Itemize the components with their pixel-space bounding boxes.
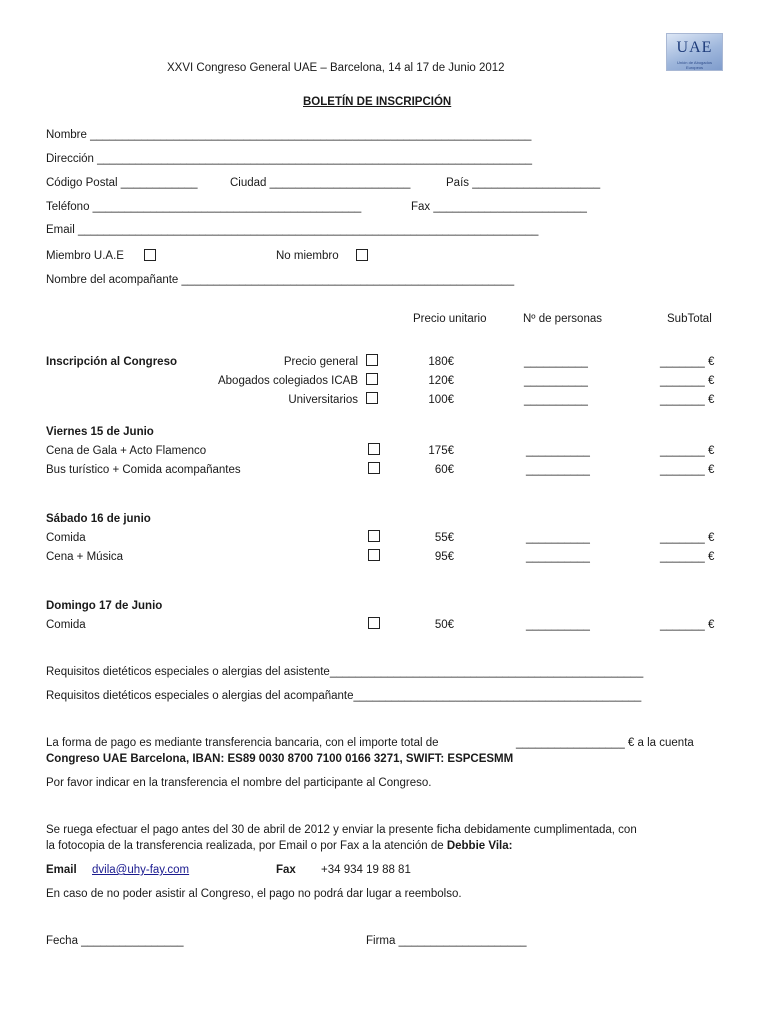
form-title: BOLETÍN DE INSCRIPCIÓN bbox=[303, 96, 452, 108]
col-precio-unitario: Precio unitario bbox=[413, 313, 487, 325]
persons-field[interactable]: __________ bbox=[526, 464, 590, 476]
codigo-postal-field[interactable]: Código Postal ____________ bbox=[46, 177, 198, 189]
item-price: 55€ bbox=[434, 532, 454, 544]
logo-text: UAE bbox=[676, 39, 713, 56]
persons-field[interactable]: __________ bbox=[524, 356, 588, 368]
transfer-note: Por favor indicar en la transferencia el nombre del participante al Congreso. bbox=[46, 777, 432, 789]
pais-field[interactable]: País ____________________ bbox=[446, 177, 601, 189]
item-checkbox[interactable] bbox=[368, 443, 380, 455]
item-price: 95€ bbox=[434, 551, 454, 563]
contact-name: Debbie Vila: bbox=[446, 840, 513, 852]
nombre-field[interactable]: Nombre _____________________________________________________________________ bbox=[46, 129, 532, 141]
subtotal-field[interactable]: _______ € bbox=[660, 464, 715, 476]
fax-number: +34 934 19 88 81 bbox=[321, 864, 411, 876]
item-price: 180€ bbox=[428, 356, 454, 368]
email-field[interactable]: Email ________________________________________________________________________ bbox=[46, 224, 539, 236]
payment-total-field[interactable]: _________________ € a la cuenta bbox=[516, 737, 694, 749]
subtotal-field[interactable]: _______ € bbox=[660, 619, 715, 631]
item-checkbox[interactable] bbox=[368, 530, 380, 542]
section-title-congreso: Inscripción al Congreso bbox=[46, 356, 177, 368]
section-title-viernes: Viernes 15 de Junio bbox=[46, 426, 154, 438]
refund-note: En caso de no poder asistir al Congreso, el pago no podrá dar lugar a reembolso. bbox=[46, 888, 462, 900]
telefono-field[interactable]: Teléfono __________________________________________ bbox=[46, 201, 362, 213]
item-label: Universitarios bbox=[288, 394, 358, 406]
uae-logo bbox=[666, 33, 723, 71]
item-checkbox[interactable] bbox=[366, 354, 378, 366]
fax-field[interactable]: Fax ________________________ bbox=[411, 201, 587, 213]
logo-subtitle: Unión de Abogados Europeos bbox=[677, 60, 712, 70]
email-label: Email bbox=[46, 864, 77, 876]
item-checkbox[interactable] bbox=[368, 617, 380, 629]
item-price: 60€ bbox=[434, 464, 454, 476]
payment-text: La forma de pago es mediante transferencia bancaria, con el importe total de bbox=[46, 737, 439, 749]
persons-field[interactable]: __________ bbox=[524, 375, 588, 387]
item-checkbox[interactable] bbox=[366, 392, 378, 404]
subtotal-field[interactable]: _______ € bbox=[660, 445, 715, 457]
deadline-line-1: Se ruega efectuar el pago antes del 30 de abril de 2012 y enviar la presente ficha debidamente cumplimentada, con bbox=[46, 824, 637, 836]
item-label: Cena de Gala + Acto Flamenco bbox=[46, 445, 207, 457]
item-label: Comida bbox=[46, 532, 86, 544]
persons-field[interactable]: __________ bbox=[526, 551, 590, 563]
item-checkbox[interactable] bbox=[366, 373, 378, 385]
miembro-label: Miembro U.A.E bbox=[46, 250, 124, 262]
item-label: Precio general bbox=[283, 356, 358, 368]
dietary-asistente-field[interactable]: Requisitos dietéticos especiales o alergias del asistente_________________________________________________ bbox=[46, 666, 644, 678]
contact-email-link[interactable]: dvila@uhy-fay.com bbox=[92, 864, 190, 876]
item-price: 175€ bbox=[428, 445, 454, 457]
item-checkbox[interactable] bbox=[368, 462, 380, 474]
dietary-acompanante-field[interactable]: Requisitos dietéticos especiales o alergias del acompañante_____________________________________________ bbox=[46, 690, 642, 702]
congress-title: XXVI Congreso General UAE – Barcelona, 14 al 17 de Junio 2012 bbox=[167, 62, 505, 74]
bank-details: Congreso UAE Barcelona, IBAN: ES89 0030 8700 7100 0166 3271, SWIFT: ESPCESMM bbox=[46, 753, 514, 765]
item-checkbox[interactable] bbox=[368, 549, 380, 561]
fax-label: Fax bbox=[276, 864, 296, 876]
acompanante-field[interactable]: Nombre del acompañante ____________________________________________________ bbox=[46, 274, 515, 286]
persons-field[interactable]: __________ bbox=[526, 445, 590, 457]
firma-field[interactable]: Firma ____________________ bbox=[366, 935, 527, 947]
col-num-personas: Nº de personas bbox=[523, 313, 602, 325]
item-price: 100€ bbox=[428, 394, 454, 406]
item-label: Bus turístico + Comida acompañantes bbox=[46, 464, 241, 476]
no-miembro-label: No miembro bbox=[276, 250, 339, 262]
fecha-field[interactable]: Fecha ________________ bbox=[46, 935, 184, 947]
subtotal-field[interactable]: _______ € bbox=[660, 394, 715, 406]
item-label: Abogados colegiados ICAB bbox=[217, 375, 358, 387]
no-miembro-checkbox[interactable] bbox=[356, 249, 368, 261]
item-label: Comida bbox=[46, 619, 86, 631]
deadline-text: la fotocopia de la transferencia realizada, por Email o por Fax a la atención de bbox=[46, 840, 447, 852]
subtotal-field[interactable]: _______ € bbox=[660, 356, 715, 368]
subtotal-field[interactable]: _______ € bbox=[660, 551, 715, 563]
persons-field[interactable]: __________ bbox=[526, 619, 590, 631]
item-price: 50€ bbox=[434, 619, 454, 631]
item-price: 120€ bbox=[428, 375, 454, 387]
section-title-sabado: Sábado 16 de junio bbox=[46, 513, 151, 525]
col-subtotal: SubTotal bbox=[667, 313, 712, 325]
section-title-domingo: Domingo 17 de Junio bbox=[46, 600, 163, 612]
subtotal-field[interactable]: _______ € bbox=[660, 532, 715, 544]
persons-field[interactable]: __________ bbox=[526, 532, 590, 544]
subtotal-field[interactable]: _______ € bbox=[660, 375, 715, 387]
persons-field[interactable]: __________ bbox=[524, 394, 588, 406]
miembro-checkbox[interactable] bbox=[144, 249, 156, 261]
ciudad-field[interactable]: Ciudad ______________________ bbox=[230, 177, 411, 189]
item-label: Cena + Música bbox=[46, 551, 124, 563]
direccion-field[interactable]: Dirección ____________________________________________________________________ bbox=[46, 153, 533, 165]
deadline-line-2 bbox=[46, 840, 512, 852]
